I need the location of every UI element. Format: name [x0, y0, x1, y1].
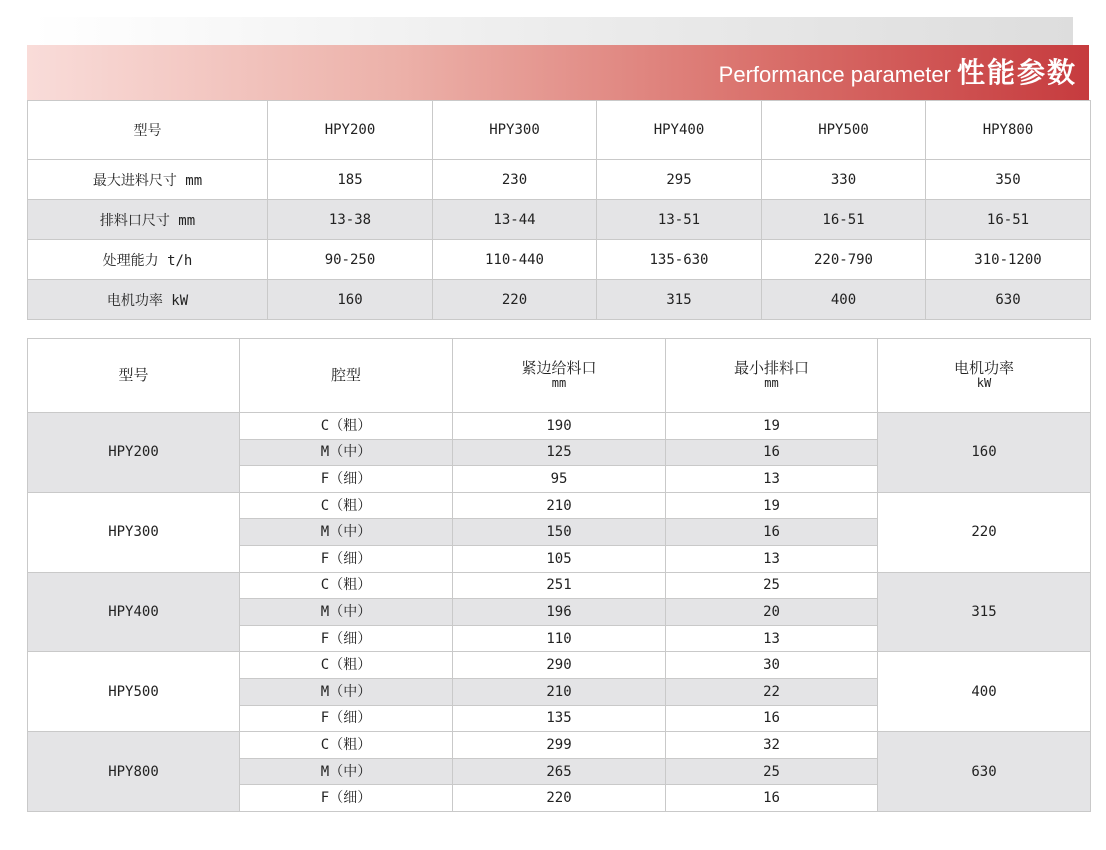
- table-cell: 135-630: [597, 240, 762, 280]
- table-cell: 185: [268, 160, 433, 200]
- cavity-cell: C（粗）: [240, 413, 453, 440]
- header-cell: HPY400: [597, 101, 762, 160]
- discharge-cell: 13: [666, 625, 878, 652]
- feed-cell: 190: [453, 413, 666, 440]
- header-closed-side-label: 紧边给料口: [521, 358, 597, 377]
- table-cell: 220-790: [762, 240, 926, 280]
- table-cell: 315: [597, 280, 762, 320]
- header-min-discharge-unit: mm: [764, 375, 779, 390]
- feed-cell: 210: [453, 678, 666, 705]
- power-cell: 160: [878, 413, 1091, 493]
- header-cell: HPY300: [433, 101, 597, 160]
- row-label: 处理能力 t/h: [28, 240, 268, 280]
- table-cell: 110-440: [433, 240, 597, 280]
- table-cell: 16-51: [762, 200, 926, 240]
- cavity-cell: M（中）: [240, 678, 453, 705]
- table-cell: 90-250: [268, 240, 433, 280]
- feed-cell: 290: [453, 652, 666, 679]
- table-cell: 16-51: [926, 200, 1091, 240]
- table-row: [28, 200, 1091, 240]
- power-cell: 400: [878, 652, 1091, 732]
- table-cell: 295: [597, 160, 762, 200]
- table-cell: 220: [433, 280, 597, 320]
- header-closed-side-unit: mm: [551, 375, 567, 390]
- summary-header-row: [28, 101, 1091, 160]
- table-cell: 160: [268, 280, 433, 320]
- discharge-cell: 32: [666, 732, 878, 759]
- power-cell: 315: [878, 572, 1091, 652]
- table-row: [28, 413, 1091, 440]
- cavity-cell: C（粗）: [240, 652, 453, 679]
- table-cell: 13-44: [433, 200, 597, 240]
- section-banner: [27, 45, 1089, 100]
- header-cavity: [240, 339, 453, 413]
- header-closed-side: [453, 339, 666, 413]
- cavity-cell: M（中）: [240, 599, 453, 626]
- feed-cell: 125: [453, 439, 666, 466]
- banner-title-en: Performance parameter: [718, 62, 951, 87]
- discharge-cell: 16: [666, 785, 878, 812]
- cavity-cell: F（细）: [240, 545, 453, 572]
- feed-cell: 150: [453, 519, 666, 546]
- feed-cell: 95: [453, 466, 666, 493]
- cavity-cell: M（中）: [240, 519, 453, 546]
- cavity-cell: F（细）: [240, 625, 453, 652]
- discharge-cell: 13: [666, 545, 878, 572]
- feed-cell: 299: [453, 732, 666, 759]
- table-row: [28, 280, 1091, 320]
- header-min-discharge: [666, 339, 878, 413]
- table-row: [28, 572, 1091, 599]
- feed-cell: 135: [453, 705, 666, 732]
- discharge-cell: 16: [666, 705, 878, 732]
- cavity-cell: M（中）: [240, 439, 453, 466]
- banner-title-zh: 性能参数: [956, 56, 1077, 89]
- header-motor-unit: kW: [976, 375, 992, 390]
- table-row: [28, 160, 1091, 200]
- cavity-cell: C（粗）: [240, 492, 453, 519]
- cavity-cell: C（粗）: [240, 732, 453, 759]
- table-cell: 310-1200: [926, 240, 1091, 280]
- model-cell: HPY400: [28, 572, 240, 652]
- table-row: [28, 732, 1091, 759]
- cavity-cell: C（粗）: [240, 572, 453, 599]
- table-cell: 630: [926, 280, 1091, 320]
- model-cell: HPY200: [28, 413, 240, 493]
- discharge-cell: 16: [666, 439, 878, 466]
- cavity-cell: M（中）: [240, 758, 453, 785]
- header-min-discharge-label: 最小排料口: [733, 358, 809, 377]
- cavity-cell: F（细）: [240, 705, 453, 732]
- feed-cell: 251: [453, 572, 666, 599]
- table-cell: 350: [926, 160, 1091, 200]
- feed-cell: 105: [453, 545, 666, 572]
- table-cell: 13-38: [268, 200, 433, 240]
- header-cell: HPY500: [762, 101, 926, 160]
- discharge-cell: 13: [666, 466, 878, 493]
- feed-cell: 220: [453, 785, 666, 812]
- header-cell: HPY800: [926, 101, 1091, 160]
- table-cell: 13-51: [597, 200, 762, 240]
- header-model: [28, 339, 240, 413]
- model-cell: HPY500: [28, 652, 240, 732]
- cavity-table: [27, 338, 1091, 812]
- header-cavity-label: 腔型: [330, 366, 361, 384]
- feed-cell: 196: [453, 599, 666, 626]
- cavity-header-row: [28, 339, 1091, 413]
- row-label: 排料口尺寸 mm: [28, 200, 268, 240]
- feed-cell: 265: [453, 758, 666, 785]
- model-cell: HPY800: [28, 732, 240, 812]
- discharge-cell: 30: [666, 652, 878, 679]
- header-model-label: 型号: [118, 366, 149, 384]
- table-row: [28, 240, 1091, 280]
- power-cell: 220: [878, 492, 1091, 572]
- discharge-cell: 16: [666, 519, 878, 546]
- discharge-cell: 19: [666, 413, 878, 440]
- row-label: 最大进料尺寸 mm: [28, 160, 268, 200]
- discharge-cell: 20: [666, 599, 878, 626]
- banner-title: [719, 51, 1077, 91]
- feed-cell: 210: [453, 492, 666, 519]
- table-row: [28, 652, 1091, 679]
- model-cell: HPY300: [28, 492, 240, 572]
- discharge-cell: 25: [666, 572, 878, 599]
- header-motor-label: 电机功率: [953, 358, 1014, 377]
- discharge-cell: 22: [666, 678, 878, 705]
- table-cell: 400: [762, 280, 926, 320]
- table-cell: 330: [762, 160, 926, 200]
- power-cell: 630: [878, 732, 1091, 812]
- cavity-cell: F（细）: [240, 466, 453, 493]
- table-cell: 230: [433, 160, 597, 200]
- row-label: 电机功率 kW: [28, 280, 268, 320]
- table-row: [28, 492, 1091, 519]
- discharge-cell: 19: [666, 492, 878, 519]
- top-decor-strip: [32, 17, 1073, 45]
- feed-cell: 110: [453, 625, 666, 652]
- discharge-cell: 25: [666, 758, 878, 785]
- header-motor: [878, 339, 1091, 413]
- header-cell: 型号: [28, 101, 268, 160]
- summary-table: [27, 100, 1091, 320]
- cavity-cell: F（细）: [240, 785, 453, 812]
- header-cell: HPY200: [268, 101, 433, 160]
